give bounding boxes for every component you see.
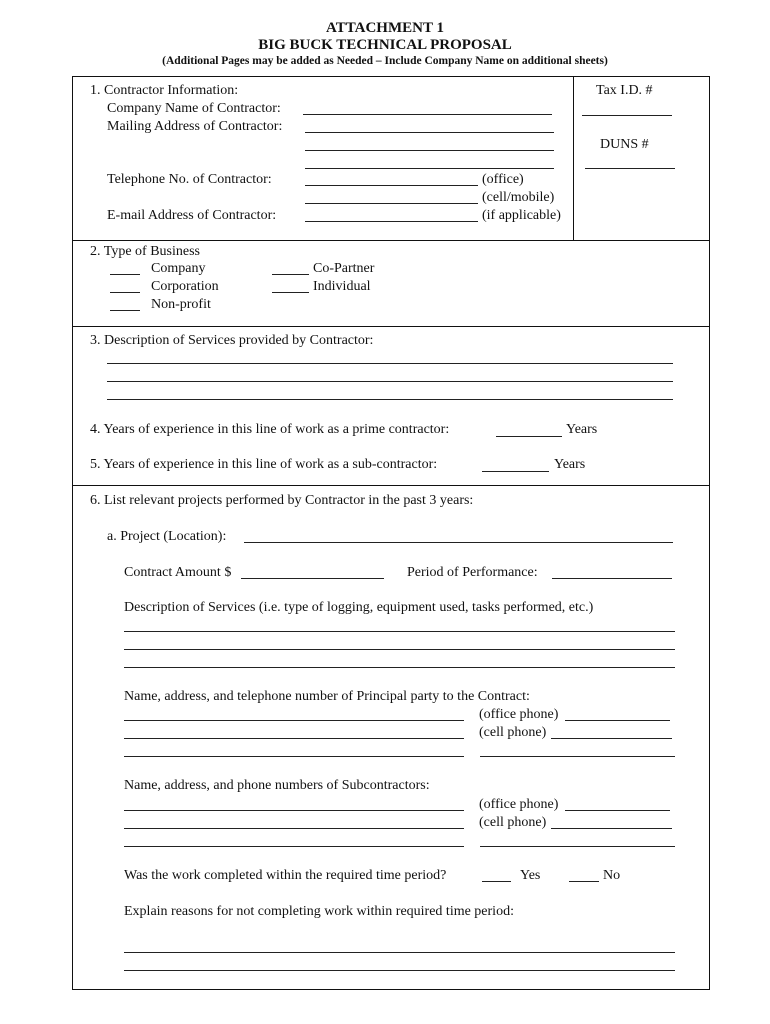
duns-field[interactable] bbox=[585, 168, 675, 169]
tax-id-label: Tax I.D. # bbox=[596, 83, 653, 98]
prime-experience-label: 4. Years of experience in this line of work as a prime contractor: bbox=[90, 422, 450, 437]
individual-option-label: Individual bbox=[313, 279, 371, 294]
section1-divider bbox=[573, 77, 574, 241]
proposal-title: BIG BUCK TECHNICAL PROPOSAL bbox=[258, 37, 512, 53]
subcontractor-cell-phone-label: (cell phone) bbox=[479, 815, 547, 830]
mailing-address-field-1[interactable] bbox=[305, 132, 554, 133]
period-performance-field[interactable] bbox=[552, 578, 672, 579]
copartner-checkbox-line[interactable] bbox=[272, 274, 309, 275]
services-line-1[interactable] bbox=[107, 363, 673, 364]
sub-years-unit: Years bbox=[554, 457, 586, 472]
prime-years-unit: Years bbox=[566, 422, 598, 437]
email-field[interactable] bbox=[305, 221, 478, 222]
project-description-label: Description of Services (i.e. type of logging, equipment used, tasks performed, etc.) bbox=[124, 600, 594, 615]
company-option-label: Company bbox=[151, 261, 206, 276]
contract-amount-field[interactable] bbox=[241, 578, 384, 579]
subcontractor-line-2[interactable] bbox=[124, 828, 464, 829]
subcontractor-line-3[interactable] bbox=[124, 846, 464, 847]
section-rule-3 bbox=[72, 485, 710, 486]
email-label: E-mail Address of Contractor: bbox=[107, 208, 277, 223]
project-description-line-1[interactable] bbox=[124, 631, 675, 632]
principal-line-2[interactable] bbox=[124, 738, 464, 739]
contractor-info-heading: 1. Contractor Information: bbox=[90, 83, 239, 98]
principal-office-phone-field[interactable] bbox=[565, 720, 670, 721]
nonprofit-option-label: Non-profit bbox=[151, 297, 211, 312]
subcontractor-line-1[interactable] bbox=[124, 810, 464, 811]
project-description-line-2[interactable] bbox=[124, 649, 675, 650]
yes-checkbox-line[interactable] bbox=[482, 881, 511, 882]
services-line-2[interactable] bbox=[107, 381, 673, 382]
principal-cell-phone-field[interactable] bbox=[551, 738, 672, 739]
principal-office-phone-label: (office phone) bbox=[479, 707, 559, 722]
explain-line-2[interactable] bbox=[124, 970, 675, 971]
mailing-address-field-2[interactable] bbox=[305, 150, 554, 151]
principal-line-1[interactable] bbox=[124, 720, 464, 721]
explain-reasons-label: Explain reasons for not completing work within required time period: bbox=[124, 904, 514, 919]
duns-label: DUNS # bbox=[600, 137, 649, 152]
subcontractor-cell-phone-field[interactable] bbox=[551, 828, 672, 829]
proposal-subtitle: (Additional Pages may be added as Needed – Include Company Name on additional sheets) bbox=[162, 55, 608, 67]
period-performance-label: Period of Performance: bbox=[407, 565, 538, 580]
individual-checkbox-line[interactable] bbox=[272, 292, 309, 293]
services-line-3[interactable] bbox=[107, 399, 673, 400]
no-checkbox-line[interactable] bbox=[569, 881, 599, 882]
telephone-cell-field[interactable] bbox=[305, 203, 478, 204]
tax-id-field[interactable] bbox=[582, 115, 672, 116]
nonprofit-checkbox-line[interactable] bbox=[110, 310, 140, 311]
business-type-heading: 2. Type of Business bbox=[90, 244, 200, 259]
principal-party-label: Name, address, and telephone number of Principal party to the Contract: bbox=[124, 689, 530, 704]
if-applicable-label: (if applicable) bbox=[482, 208, 561, 223]
mailing-address-label: Mailing Address of Contractor: bbox=[107, 119, 283, 134]
subcontractor-office-phone-label: (office phone) bbox=[479, 797, 559, 812]
contract-amount-label: Contract Amount $ bbox=[124, 565, 232, 580]
services-description-heading: 3. Description of Services provided by Contractor: bbox=[90, 333, 374, 348]
subcontractor-phone-line-3[interactable] bbox=[480, 846, 675, 847]
sub-experience-label: 5. Years of experience in this line of work as a sub-contractor: bbox=[90, 457, 438, 472]
company-name-label: Company Name of Contractor: bbox=[107, 101, 281, 116]
project-location-field[interactable] bbox=[244, 542, 673, 543]
section-rule-1 bbox=[72, 240, 710, 241]
company-checkbox-line[interactable] bbox=[110, 274, 140, 275]
subcontractors-label: Name, address, and phone numbers of Subcontractors: bbox=[124, 778, 430, 793]
corporation-checkbox-line[interactable] bbox=[110, 292, 140, 293]
copartner-option-label: Co-Partner bbox=[313, 261, 375, 276]
principal-line-3[interactable] bbox=[124, 756, 464, 757]
company-name-field[interactable] bbox=[303, 114, 552, 115]
cell-mobile-label: (cell/mobile) bbox=[482, 190, 555, 205]
office-label: (office) bbox=[482, 172, 524, 187]
yes-label: Yes bbox=[520, 868, 541, 883]
mailing-address-field-3[interactable] bbox=[305, 168, 554, 169]
corporation-option-label: Corporation bbox=[151, 279, 219, 294]
explain-line-1[interactable] bbox=[124, 952, 675, 953]
section-rule-2 bbox=[72, 326, 710, 327]
project-location-label: a. Project (Location): bbox=[107, 529, 227, 544]
no-label: No bbox=[603, 868, 621, 883]
project-description-line-3[interactable] bbox=[124, 667, 675, 668]
attachment-title: ATTACHMENT 1 bbox=[326, 20, 444, 36]
prime-years-field[interactable] bbox=[496, 436, 562, 437]
principal-phone-line-3[interactable] bbox=[480, 756, 675, 757]
principal-cell-phone-label: (cell phone) bbox=[479, 725, 547, 740]
sub-years-field[interactable] bbox=[482, 471, 549, 472]
subcontractor-office-phone-field[interactable] bbox=[565, 810, 670, 811]
completed-question: Was the work completed within the required time period? bbox=[124, 868, 447, 883]
telephone-label: Telephone No. of Contractor: bbox=[107, 172, 272, 187]
telephone-office-field[interactable] bbox=[305, 185, 478, 186]
projects-heading: 6. List relevant projects performed by Contractor in the past 3 years: bbox=[90, 493, 474, 508]
